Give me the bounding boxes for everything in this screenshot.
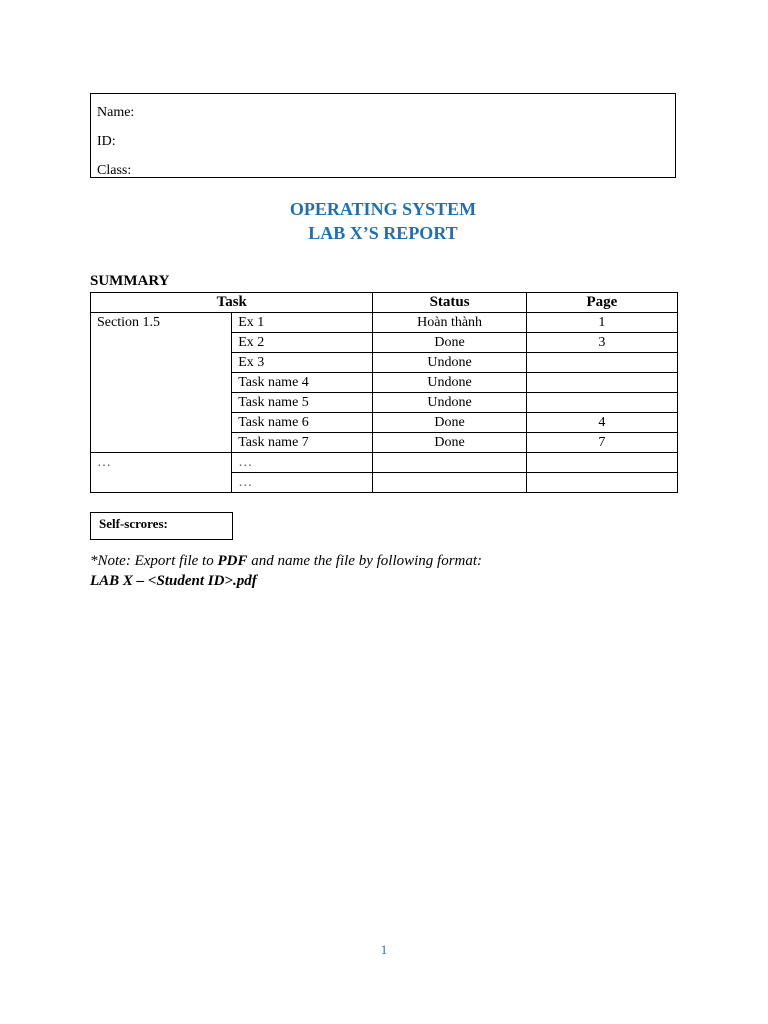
section-cell: Section 1.5 xyxy=(91,313,232,453)
header-page: Page xyxy=(526,293,677,313)
export-note xyxy=(90,551,482,591)
task-cell: Ex 3 xyxy=(232,353,373,373)
ellipsis-task-cell: … xyxy=(232,453,373,473)
page-cell xyxy=(526,373,677,393)
table-row xyxy=(91,313,678,333)
page-cell xyxy=(526,393,677,413)
note-suffix: and name the file by following format: xyxy=(247,553,483,569)
header-task: Task xyxy=(91,293,373,313)
self-scores-box xyxy=(90,512,233,540)
self-scores-label: Self-scrores: xyxy=(99,516,168,531)
task-cell: Task name 7 xyxy=(232,433,373,453)
header-status: Status xyxy=(373,293,526,313)
class-label: Class: xyxy=(97,163,132,178)
ellipsis-section-cell: … xyxy=(91,453,232,493)
page-cell: 3 xyxy=(526,333,677,353)
note-filename-format: LAB X – <Student ID>.pdf xyxy=(90,573,257,589)
status-cell: Done xyxy=(373,433,526,453)
task-cell: Ex 2 xyxy=(232,333,373,353)
empty-page-cell xyxy=(526,453,677,473)
task-cell: Ex 1 xyxy=(232,313,373,333)
page-cell: 1 xyxy=(526,313,677,333)
task-cell: Task name 4 xyxy=(232,373,373,393)
table-row xyxy=(91,453,678,473)
report-title-line2: LAB X’S REPORT xyxy=(308,223,458,243)
status-cell: Undone xyxy=(373,353,526,373)
status-cell: Done xyxy=(373,413,526,433)
empty-page-cell xyxy=(526,473,677,493)
task-cell: Task name 6 xyxy=(232,413,373,433)
summary-heading: SUMMARY xyxy=(90,273,170,289)
note-prefix: *Note: Export file to xyxy=(90,553,218,569)
page-number: 1 xyxy=(380,942,388,957)
table-header-row xyxy=(91,293,678,313)
empty-status-cell xyxy=(373,473,526,493)
report-title-line1: OPERATING SYSTEM xyxy=(289,199,477,219)
empty-status-cell xyxy=(373,453,526,473)
status-cell: Done xyxy=(373,333,526,353)
note-pdf: PDF xyxy=(217,553,248,569)
status-cell: Undone xyxy=(373,393,526,413)
status-cell: Hoàn thành xyxy=(373,313,526,333)
id-label: ID: xyxy=(97,134,116,149)
name-label: Name: xyxy=(97,105,135,120)
status-cell: Undone xyxy=(373,373,526,393)
student-info-box xyxy=(90,93,676,178)
page-cell: 7 xyxy=(526,433,677,453)
task-cell: Task name 5 xyxy=(232,393,373,413)
summary-table xyxy=(90,292,678,493)
page-cell: 4 xyxy=(526,413,677,433)
ellipsis-task-cell: … xyxy=(232,473,373,493)
page-cell xyxy=(526,353,677,373)
